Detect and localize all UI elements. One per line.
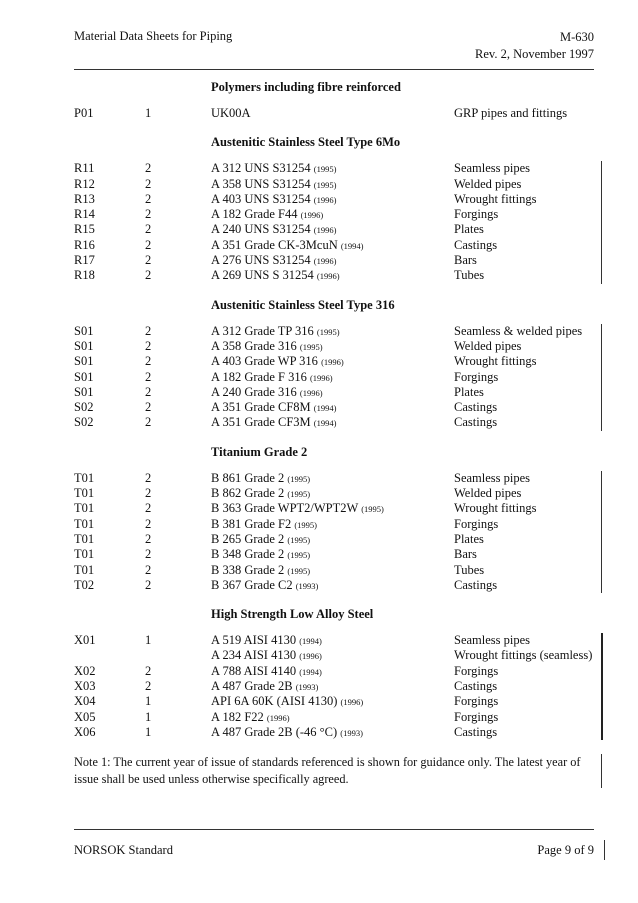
standard-year: (1996) — [300, 210, 324, 221]
grade-number: 2 — [145, 191, 152, 206]
standard-reference — [211, 501, 384, 517]
standard-text: B 381 Grade F2 — [211, 516, 292, 531]
standard-year: (1994) — [299, 666, 322, 677]
grade-number: 2 — [145, 547, 152, 562]
standard-year: (1995) — [287, 565, 311, 576]
material-code: S01 — [74, 354, 94, 369]
section-title: High Strength Low Alloy Steel — [211, 607, 374, 622]
material-code: X05 — [74, 709, 96, 724]
standard-text: A 788 AISI 4140 — [211, 663, 297, 678]
table-row — [74, 471, 604, 486]
standard-reference — [211, 161, 336, 177]
grade-number: 1 — [145, 633, 152, 648]
standard-reference — [211, 253, 336, 269]
material-code: X02 — [74, 663, 96, 678]
standard-reference — [211, 415, 336, 431]
standard-year: (1995) — [313, 179, 337, 190]
material-code: R16 — [74, 237, 95, 252]
document-number: M-630 — [559, 30, 594, 44]
table-row — [74, 710, 604, 725]
standard-reference — [211, 547, 310, 563]
standard-reference — [211, 725, 363, 741]
standard-year: (1995) — [299, 341, 323, 352]
section-rows — [74, 324, 604, 431]
standard-reference — [211, 400, 336, 416]
standard-reference — [211, 710, 290, 726]
material-code: T01 — [74, 486, 95, 501]
product-description: Forgings — [454, 516, 499, 531]
product-description: Forgings — [454, 207, 499, 222]
standard-text: API 6A 60K (AISI 4130) — [211, 694, 338, 709]
table-row — [74, 501, 604, 516]
grade-number: 2 — [145, 516, 152, 531]
standard-year: (1996) — [299, 651, 322, 662]
grade-number: 2 — [145, 577, 152, 592]
standard-text: A 487 Grade 2B — [211, 679, 293, 694]
footnote-text: Note 1: The current year of issue of standards referenced is shown for guidance only. The latest year of issue shall be used unless otherwise specifically agreed. — [74, 755, 581, 787]
material-code: X03 — [74, 679, 96, 694]
material-code: R13 — [74, 191, 95, 206]
header-document-info — [475, 29, 594, 63]
grade-number: 1 — [145, 106, 152, 120]
product-description: Forgings — [454, 369, 499, 384]
standard-year: (1995) — [287, 489, 311, 500]
product-description: Forgings — [454, 663, 499, 678]
product-description: Forgings — [454, 694, 499, 709]
revision-bar — [601, 754, 602, 788]
standard-year: (1994) — [340, 240, 364, 251]
standard-reference — [211, 370, 333, 386]
standard-year: (1996) — [299, 387, 323, 398]
standard-text: A 403 Grade WP 316 — [211, 354, 318, 369]
revision-bar — [601, 161, 602, 283]
standard-text: B 363 Grade WPT2/WPT2W — [211, 501, 359, 516]
standard-reference — [211, 471, 310, 487]
standard-text: A 312 UNS S31254 — [211, 161, 311, 176]
table-row — [74, 207, 604, 222]
product-description: Tubes — [454, 268, 485, 283]
standard-text: A 234 AISI 4130 — [211, 648, 297, 663]
grade-number: 2 — [145, 253, 152, 268]
standard-text: A 351 Grade CK-3McuN — [211, 237, 338, 252]
section-rows — [74, 471, 604, 593]
standard-text: A 182 Grade F 316 — [211, 369, 307, 384]
product-description: Castings — [454, 400, 498, 415]
standard-text: A 358 UNS S31254 — [211, 176, 311, 191]
grade-number: 2 — [145, 384, 152, 399]
grade-number: 1 — [145, 694, 152, 709]
grade-number: 2 — [145, 562, 152, 577]
revision-bar — [601, 471, 602, 593]
product-description: Wrought fittings — [454, 501, 537, 516]
grade-number: 2 — [145, 415, 152, 430]
product-description: Wrought fittings — [454, 354, 537, 369]
standard-reference — [211, 222, 336, 238]
material-code: S01 — [74, 338, 94, 353]
standard-year: (1995) — [287, 473, 311, 484]
header-rule — [74, 69, 594, 70]
product-description: Castings — [454, 724, 498, 739]
product-description: Welded pipes — [454, 486, 522, 501]
revision-bar — [601, 633, 603, 740]
standard-year: (1996) — [321, 357, 344, 368]
standard-text: A 182 Grade F44 — [211, 207, 298, 222]
material-code: R11 — [74, 161, 95, 176]
material-code: S02 — [74, 415, 94, 430]
standard-year: (1994) — [299, 636, 322, 647]
table-row — [74, 578, 604, 593]
standard-text: B 338 Grade 2 — [211, 562, 285, 577]
grade-number: 2 — [145, 470, 152, 485]
table-row — [74, 725, 604, 740]
standard-year: (1995) — [316, 326, 340, 337]
product-description: Wrought fittings (seamless) — [454, 648, 593, 663]
revision-date: Rev. 2, November 1997 — [475, 47, 594, 61]
standard-reference — [211, 385, 323, 401]
standard-year: (1996) — [309, 372, 333, 383]
grade-number: 2 — [145, 354, 152, 369]
material-code: R15 — [74, 222, 95, 237]
standard-year: (1995) — [287, 550, 311, 561]
material-code: T01 — [74, 531, 95, 546]
standard-text: A 351 Grade CF3M — [211, 415, 311, 430]
standard-reference — [211, 694, 363, 710]
material-code: T01 — [74, 501, 95, 516]
material-table — [74, 76, 604, 788]
table-row — [74, 633, 604, 648]
standard-year: (1995) — [361, 504, 384, 515]
material-code: T01 — [74, 516, 95, 531]
standard-reference — [211, 177, 336, 193]
table-row — [74, 547, 604, 562]
material-code: X04 — [74, 694, 96, 709]
product-description: Tubes — [454, 562, 485, 577]
standard-year: (1996) — [266, 712, 290, 723]
table-row — [74, 268, 604, 283]
material-code: S02 — [74, 400, 94, 415]
standard-reference — [211, 633, 322, 649]
grade-number: 2 — [145, 323, 152, 338]
grade-number: 2 — [145, 400, 152, 415]
section-rows — [74, 106, 604, 121]
grade-number: 2 — [145, 207, 152, 222]
standard-year: (1994) — [313, 403, 337, 414]
product-description: Castings — [454, 577, 498, 592]
standard-year: (1995) — [287, 534, 311, 545]
grade-number: 2 — [145, 501, 152, 516]
table-row — [74, 354, 604, 369]
product-description: Castings — [454, 415, 498, 430]
page-number: Page 9 of 9 — [537, 843, 594, 857]
table-row — [74, 370, 604, 385]
standard-text: A 403 UNS S31254 — [211, 191, 311, 206]
table-row — [74, 532, 604, 547]
product-description: Seamless pipes — [454, 470, 531, 485]
standard-reference — [211, 354, 344, 370]
standard-text: B 861 Grade 2 — [211, 470, 285, 485]
table-row — [74, 339, 604, 354]
table-row — [74, 177, 604, 192]
material-code: T02 — [74, 577, 95, 592]
footnote — [74, 754, 604, 788]
table-row — [74, 324, 604, 339]
material-code: T01 — [74, 562, 95, 577]
standard-reference — [211, 106, 251, 121]
standard-text: A 519 AISI 4130 — [211, 633, 297, 648]
grade-number: 2 — [145, 531, 152, 546]
standard-text: B 367 Grade C2 — [211, 577, 293, 592]
grade-number: 2 — [145, 222, 152, 237]
material-code: X01 — [74, 633, 96, 648]
material-code: R18 — [74, 268, 95, 283]
grade-number: 2 — [145, 369, 152, 384]
standard-text: A 240 UNS S31254 — [211, 222, 311, 237]
material-code: P01 — [74, 106, 94, 120]
standard-text: A 269 UNS S 31254 — [211, 268, 314, 283]
standard-text: A 182 F22 — [211, 709, 264, 724]
product-description: GRP pipes and fittings — [454, 106, 568, 120]
standard-year: (1995) — [313, 164, 337, 175]
grade-number: 2 — [145, 161, 152, 176]
product-description: Seamless pipes — [454, 633, 531, 648]
standard-year: (1996) — [313, 225, 337, 236]
product-description: Plates — [454, 531, 484, 546]
standard-year: (1996) — [313, 194, 337, 205]
product-description: Seamless & welded pipes — [454, 323, 583, 338]
grade-number: 2 — [145, 176, 152, 191]
grade-number: 2 — [145, 268, 152, 283]
standard-reference — [211, 486, 310, 502]
grade-number: 2 — [145, 679, 152, 694]
product-description: Forgings — [454, 709, 499, 724]
grade-number: 1 — [145, 709, 152, 724]
table-row — [74, 192, 604, 207]
product-description: Bars — [454, 253, 477, 268]
header-title: Material Data Sheets for Piping — [74, 29, 233, 43]
standard-reference — [211, 324, 340, 340]
product-description: Plates — [454, 222, 484, 237]
standard-reference — [211, 268, 340, 284]
table-row — [74, 253, 604, 268]
grade-number: 2 — [145, 338, 152, 353]
standard-reference — [211, 339, 323, 355]
table-row — [74, 664, 604, 679]
grade-number: 2 — [145, 486, 152, 501]
revision-bar — [604, 840, 605, 860]
standard-reference — [211, 563, 310, 579]
table-row — [74, 486, 604, 501]
table-row — [74, 563, 604, 578]
material-code: S01 — [74, 323, 94, 338]
product-description: Bars — [454, 547, 477, 562]
standard-year: (1996) — [316, 271, 340, 282]
standard-text: UK00A — [211, 106, 251, 120]
grade-number: 2 — [145, 237, 152, 252]
grade-number: 2 — [145, 663, 152, 678]
standard-reference — [211, 238, 364, 254]
table-row — [74, 517, 604, 532]
standard-reference — [211, 679, 318, 695]
section-title: Austenitic Stainless Steel Type 316 — [211, 297, 395, 312]
footer-rule — [74, 829, 594, 830]
material-code: T01 — [74, 470, 95, 485]
product-description: Welded pipes — [454, 176, 522, 191]
product-description: Seamless pipes — [454, 161, 531, 176]
section-title: Austenitic Stainless Steel Type 6Mo — [211, 135, 401, 150]
table-row — [74, 238, 604, 253]
table-row — [74, 694, 604, 709]
material-code: S01 — [74, 369, 94, 384]
footer-standard: NORSOK Standard — [74, 843, 173, 857]
standard-text: B 348 Grade 2 — [211, 547, 285, 562]
standard-year: (1993) — [340, 727, 363, 738]
material-code: T01 — [74, 547, 95, 562]
section-title: Polymers including fibre reinforced — [211, 80, 401, 94]
standard-reference — [211, 532, 310, 548]
table-row — [74, 648, 604, 663]
material-code: R17 — [74, 253, 95, 268]
table-row — [74, 679, 604, 694]
standard-text: A 351 Grade CF8M — [211, 400, 311, 415]
standard-text: A 358 Grade 316 — [211, 338, 297, 353]
section-title: Titanium Grade 2 — [211, 444, 308, 459]
standard-text: A 276 UNS S31254 — [211, 253, 311, 268]
standard-year: (1996) — [340, 697, 364, 708]
table-row — [74, 161, 604, 176]
material-code: S01 — [74, 384, 94, 399]
product-description: Castings — [454, 237, 498, 252]
product-description: Wrought fittings — [454, 191, 537, 206]
standard-text: A 312 Grade TP 316 — [211, 323, 314, 338]
grade-number: 1 — [145, 724, 152, 739]
material-code: R14 — [74, 207, 95, 222]
section-rows — [74, 633, 604, 740]
table-row — [74, 400, 604, 415]
standard-year: (1996) — [313, 256, 337, 267]
standard-reference — [211, 517, 317, 533]
material-code: R12 — [74, 176, 95, 191]
standard-reference — [211, 207, 323, 223]
standard-reference — [211, 192, 336, 208]
product-description: Castings — [454, 679, 498, 694]
standard-year: (1995) — [294, 519, 317, 530]
standard-year: (1993) — [295, 682, 319, 693]
standard-reference — [211, 648, 322, 664]
standard-reference — [211, 578, 318, 594]
table-row — [74, 106, 604, 121]
revision-bar — [601, 324, 602, 431]
product-description: Plates — [454, 384, 484, 399]
standard-text: B 265 Grade 2 — [211, 531, 285, 546]
standard-text: A 240 Grade 316 — [211, 384, 297, 399]
table-row — [74, 222, 604, 237]
section-rows — [74, 161, 604, 283]
standard-text: B 862 Grade 2 — [211, 486, 285, 501]
standard-year: (1994) — [313, 418, 337, 429]
table-row — [74, 415, 604, 430]
material-code: X06 — [74, 724, 96, 739]
table-row — [74, 385, 604, 400]
standard-text: A 487 Grade 2B (-46 °C) — [211, 724, 338, 739]
product-description: Welded pipes — [454, 338, 522, 353]
standard-year: (1993) — [295, 580, 319, 591]
standard-reference — [211, 664, 322, 680]
